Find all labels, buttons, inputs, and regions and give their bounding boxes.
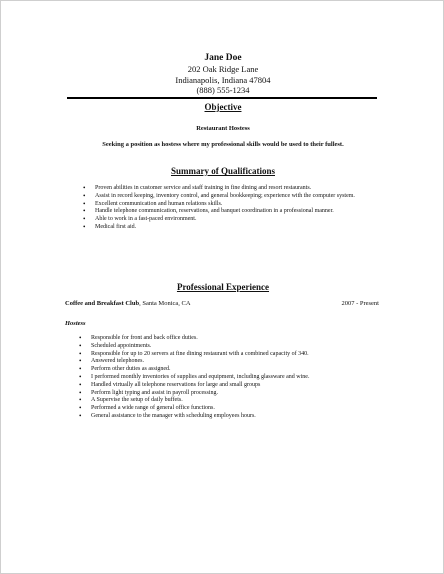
duties-list (75, 335, 375, 421)
qualification-item: • Handle telephone communication, reservations, and banquet coordination in a professional manner. (79, 208, 369, 216)
objective-heading: Objective (204, 102, 242, 112)
duty-item: • Answered telephones. (75, 358, 375, 366)
duty-item: • A Supervise the setup of daily buffets. (75, 397, 375, 405)
qualifications-list (79, 185, 369, 232)
duty-item: • Perform light typing and assist in payroll processing. (75, 390, 375, 398)
qualification-item: • Excellent communication and human relations skills. (79, 201, 369, 209)
duty-item: • Performed a wide range of general office functions. (75, 405, 375, 413)
qualifications-heading: Summary of Qualifications (170, 166, 275, 176)
objective-position: Restaurant Hostess (196, 125, 250, 132)
candidate-name: Jane Doe (204, 53, 242, 63)
duty-item: • I performed monthly inventories of supplies and equipment, including glassware and wine. (75, 374, 375, 382)
duty-item: • Responsible for up to 20 servers at fine dining restaurant with a combined capacity of 340. (75, 351, 375, 359)
qualification-item: • Proven abilities in customer service and staff training in fine dining and resort restaurants. (79, 185, 369, 193)
objective-statement: Seeking a position as hostess where my professional skills would be used to their fullest. (102, 141, 344, 148)
company-name: Coffee and Breakfast Club (65, 300, 140, 307)
duty-item: • Responsible for front and back office duties. (75, 335, 375, 343)
duty-item: • Handled virtually all telephone reservations for large and small groups (75, 382, 375, 390)
company-location: , Santa Monica, CA (139, 300, 191, 307)
header-divider (67, 97, 377, 99)
qualification-item: • Medical first aid. (79, 224, 369, 232)
duty-item: • General assistance to the manager with scheduling employees hours. (75, 413, 375, 421)
resume-header (1, 53, 444, 96)
job-title: Hostess (65, 320, 86, 327)
job-entry (65, 300, 379, 308)
duty-item: • Scheduled appointments. (75, 343, 375, 351)
job-dates: 2007 - Present (341, 300, 379, 307)
city-state-zip: Indianapolis, Indiana 47804 (175, 74, 271, 85)
qualification-item: • Assist in record keeping, inventory control, and general bookkeeping; experience with the computer system. (79, 193, 369, 201)
qualification-item: • Able to work in a fast-paced environment. (79, 216, 369, 224)
phone-number: (888) 555-1234 (196, 85, 250, 95)
experience-heading: Professional Experience (176, 282, 270, 292)
duty-item: • Perform other duties as assigned. (75, 366, 375, 374)
street-address: 202 Oak Ridge Lane (187, 64, 259, 74)
